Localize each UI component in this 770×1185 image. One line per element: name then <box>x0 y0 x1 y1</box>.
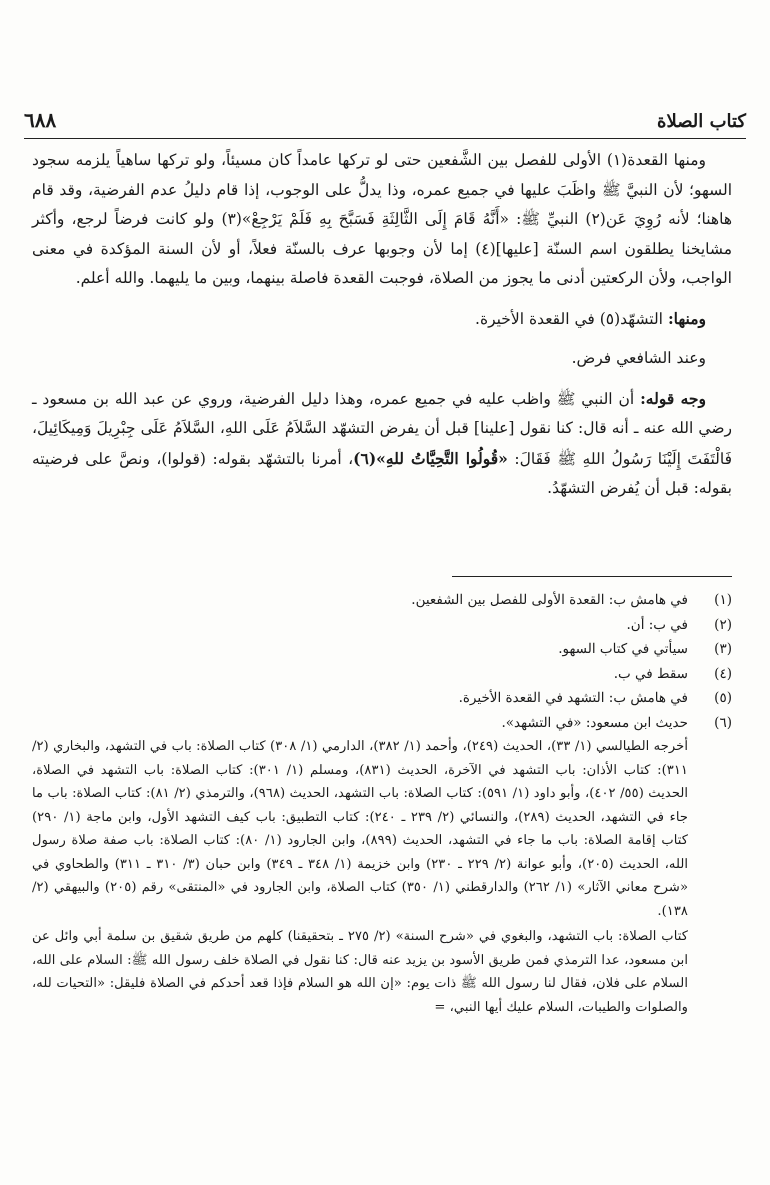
paragraph-first-sitting: ومنها القعدة(١) الأولى للفصل بين الشَّفعين حتى لو تركها عامداً كان مسيئاً، ولو تركها ساهياً يلزمه سجود السهو؛ لأن النبيَّ ﷺ واظَبَ عليها في جميع عمره، وذا يدلُّ على الوجوب، إذا قام دليلُ عدم الفرضية، وقد قام هاهنا؛ لأنه رُوِيَ عَن(٢) النبيِّ ﷺ: «أَنَّهُ قَامَ إِلَى الثَّالِثَةِ فَسَبَّحَ بِهِ فَلَمْ يَرْجِعْ»(٣) ولو كانت فرضاً لرجع، وأكثر مشايخنا يطلقون اسم السنّة [عليها](٤) إما لأن وجوبها عرف بالسنّة فعلاً، أو لأن السنة المؤكدة في معنى الواجب، ولأن الركعتين أدنى ما يجوز من الصلاة، فوجبت القعدة فاصلة بينهما، وبين ما يليهما. والله أعلم. <box>32 151 732 287</box>
footnote-number: (١) <box>714 592 732 608</box>
main-text <box>32 146 732 504</box>
footnote-number: (٣) <box>714 641 732 657</box>
page-number: ٦٨٨ <box>24 108 57 132</box>
footnote <box>32 662 732 687</box>
footnote-text: سيأتي في كتاب السهو. <box>558 641 688 657</box>
footnote <box>32 637 732 662</box>
footnote <box>32 686 732 711</box>
lead-word: وجه قوله: <box>640 388 706 408</box>
lead-word: ومنها: <box>667 308 706 328</box>
footnote <box>32 711 732 736</box>
paragraph-text: التشهّد(٥) في القعدة الأخيرة. <box>475 309 663 328</box>
footnote-number: (٤) <box>714 665 732 682</box>
footnote-number: (٥) <box>714 690 732 706</box>
footnotes <box>32 588 732 1019</box>
footnote-text: سقط في ب. <box>613 665 688 682</box>
paragraph-text: ، أمرنا بالتشهّد بقوله: (قولوا)، ونصَّ على فرضيته بقوله: قبل أن يُفرض التشهّدُ. <box>32 449 732 497</box>
hadith-takhrij <box>32 735 688 1019</box>
footnote <box>32 588 732 613</box>
footnote <box>32 613 732 638</box>
paragraph-evidence <box>32 384 732 504</box>
footnote-text: حديث ابن مسعود: «في التشهد». <box>501 714 688 731</box>
takhrij-paragraph: كتاب الصلاة: باب التشهد، والبغوي في «شرح السنة» (٢/ ٢٧٥ ـ بتحقيقنا) كلهم من طريق شقيق بن سلمة أبي وائل عن ابن مسعود، عدا الترمذي فمن طريق الأسود بن يزيد عنه قال: كنا نقول في الصلاة خلف رسول الله ﷺ: السلام على الله، السلام على فلان، فقال لنا رسول الله ﷺ ذات يوم: «إن الله هو السلام فإذا قعد أحدكم في الصلاة فليقل: «التحيات لله، والصلوات والطيبات، السلام عليك أيها النبي، = <box>32 929 688 1015</box>
hadith-quote: «قُولُوا التَّحِيَّاتُ للهِ»(٦) <box>353 448 508 468</box>
footnote-text: في ب: أن. <box>626 616 688 633</box>
footnote-separator <box>452 576 732 577</box>
footnote-text: في هامش ب: القعدة الأولى للفصل بين الشفعين. <box>411 592 688 608</box>
footnote-number: (٦) <box>714 714 732 731</box>
paragraph-shafii: وعند الشافعي فرض. <box>571 349 706 367</box>
paragraph-text: أن النبي ﷺ واظب عليه في جميع عمره، وهذا دليل الفرضية، وروي عن عبد الله بن مسعود ـ رضي الله عنه ـ أنه قال: كنا نقول [علينا] قبل أن يفرض التشهّد السَّلاَمُ عَلَى اللهِ، السَّلاَمُ عَلَى جِبْرِيلَ وَمِيكَائِيلَ، فَالْتَفَتَ إِلَيْنَا رَسُولُ اللهِ ﷺ فَقَالَ: <box>32 389 733 468</box>
chapter-title: كتاب الصلاة <box>657 111 746 132</box>
footnote-number: (٢) <box>714 616 732 633</box>
footnote-text: في هامش ب: التشهد في القعدة الأخيرة. <box>458 690 688 706</box>
paragraph-tashahhud <box>32 304 732 335</box>
takhrij-paragraph: أخرجه الطيالسي (١/ ٣٣)، الحديث (٢٤٩)، وأحمد (١/ ٣٨٢)، الدارمي (١/ ٣٠٨) كتاب الصلاة: باب في التشهد، والبخاري (٢/ ٣١١): كتاب الأذان: باب التشهد في الآخرة، الحديث (٨٣١)، ومسلم (١/ ٣٠١): كتاب الصلاة: باب التشهد في الصلاة، الحديث (٥٥/ ٤٠٢)، وأبو داود (١/ ٥٩١): كتاب الصلاة: باب التشهد، الحديث (٩٦٨)، والترمذي (٢/ ٨١): كتاب الصلاة: باب ما جاء في التشهد، الحديث (٢٨٩)، والنسائي (٢/ ٢٣٩ ـ ٢٤٠): كتاب التطبيق: باب كيف التشهد الأول، وابن ماجة (١/ ٢٩٠) كتاب إقامة الصلاة: باب ما جاء في التشهد، الحديث (٨٩٩)، وابن الجارود (١/ ٨٠): كتاب الصلاة: باب صفة صلاة رسول الله، الحديث (٢٠٥)، وأبو عوانة (٢/ ٢٢٩ ـ ٢٣٠) وابن خزيمة (١/ ٣٤٨ ـ ٣٤٩) وابن حبان (٣/ ٣١٠ ـ ٣١١) والطحاوي في «شرح معاني الآثار» (١/ ٢٦٢) والدارقطني (١/ ٣٥٠) كتاب الصلاة، وابن الجارود في «المنتقى» رقم (٢٠٥) والبيهقي (٢/ ١٣٨). <box>32 739 689 919</box>
running-header <box>24 102 746 139</box>
